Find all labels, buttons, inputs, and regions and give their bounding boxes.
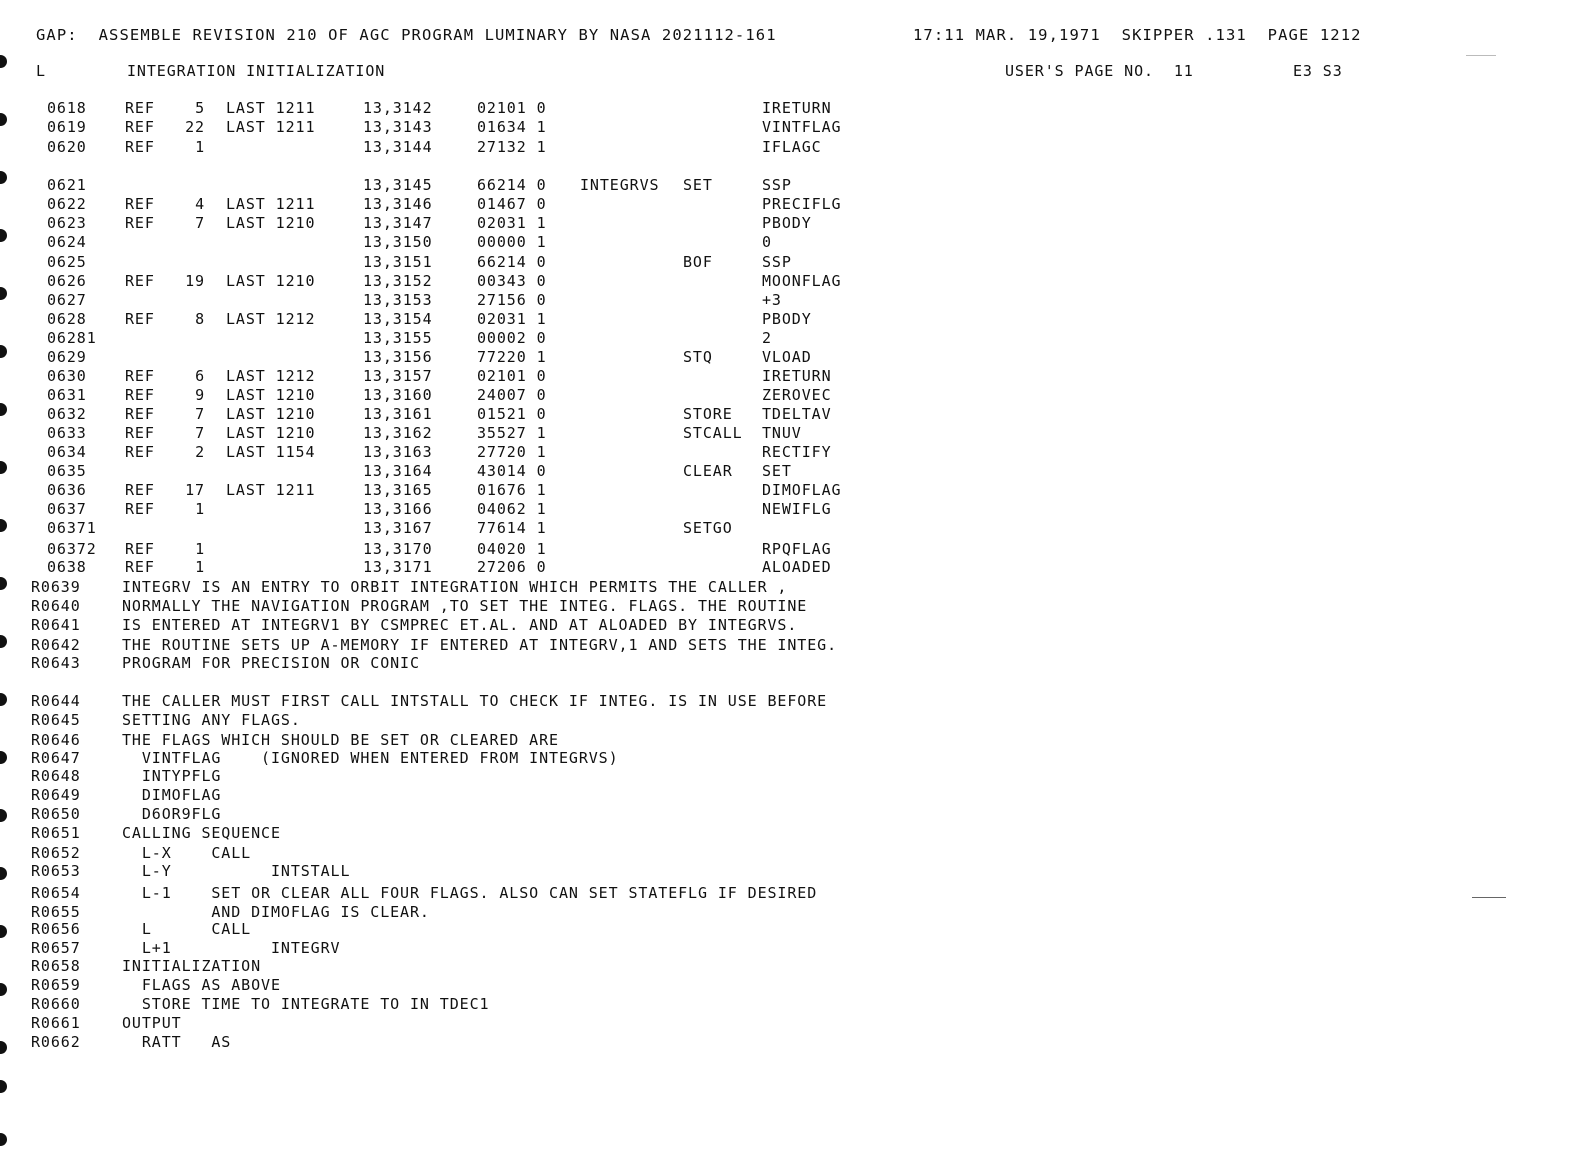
address: 13,3160	[363, 386, 433, 404]
ref-count: 4	[195, 195, 205, 213]
remark-text: SETTING ANY FLAGS.	[122, 711, 301, 729]
remark-number: R0660	[31, 995, 81, 1013]
address: 13,3163	[363, 443, 433, 461]
remark-number: R0657	[31, 939, 81, 957]
machine-word: 02101 0	[477, 99, 547, 117]
last-ref: LAST 1210	[226, 214, 316, 232]
address: 13,3166	[363, 500, 433, 518]
remark-number: R0650	[31, 805, 81, 823]
remark-text: L CALL	[122, 920, 252, 938]
ref-marker: REF	[125, 540, 155, 558]
remark-number: R0658	[31, 957, 81, 975]
last-ref: LAST 1211	[226, 99, 316, 117]
remark-text: L-X CALL	[122, 844, 252, 862]
machine-word: 01634 1	[477, 118, 547, 136]
header-title: GAP: ASSEMBLE REVISION 210 OF AGC PROGRAM LUMINARY BY NASA 2021112-161	[36, 26, 777, 44]
remark-text: RATT AS	[122, 1033, 232, 1051]
operand: ALOADED	[762, 558, 832, 576]
remark-number: R0643	[31, 654, 81, 672]
machine-word: 27720 1	[477, 443, 547, 461]
ref-count: 9	[195, 386, 205, 404]
remark-number: R0640	[31, 597, 81, 615]
remark-text: STORE TIME TO INTEGRATE TO IN TDEC1	[122, 995, 490, 1013]
ref-marker: REF	[125, 500, 155, 518]
feed-hole-icon	[0, 1041, 7, 1054]
line-number: 0621	[47, 176, 87, 194]
machine-word: 04062 1	[477, 500, 547, 518]
machine-word: 24007 0	[477, 386, 547, 404]
scan-mark	[1466, 55, 1496, 56]
machine-word: 27206 0	[477, 558, 547, 576]
header-l: L	[36, 62, 46, 80]
remark-number: R0654	[31, 884, 81, 902]
ref-count: 1	[195, 558, 205, 576]
remark-text: AND DIMOFLAG IS CLEAR.	[122, 903, 430, 921]
scan-mark	[1472, 897, 1506, 898]
address: 13,3151	[363, 253, 433, 271]
last-ref: LAST 1154	[226, 443, 316, 461]
machine-word: 00000 1	[477, 233, 547, 251]
operand: MOONFLAG	[762, 272, 842, 290]
last-ref: LAST 1211	[226, 195, 316, 213]
remark-number: R0651	[31, 824, 81, 842]
operand: +3	[762, 291, 782, 309]
label: INTEGRVS	[580, 176, 660, 194]
last-ref: LAST 1210	[226, 386, 316, 404]
address: 13,3171	[363, 558, 433, 576]
page-code: E3 S3	[1293, 62, 1343, 80]
feed-hole-icon	[0, 345, 7, 358]
line-number: 06372	[47, 540, 97, 558]
ref-count: 7	[195, 424, 205, 442]
remark-number: R0652	[31, 844, 81, 862]
address: 13,3146	[363, 195, 433, 213]
address: 13,3147	[363, 214, 433, 232]
ref-count: 17	[185, 481, 205, 499]
feed-hole-icon	[0, 1133, 7, 1146]
ref-count: 1	[195, 138, 205, 156]
feed-hole-icon	[0, 983, 7, 996]
line-number: 0633	[47, 424, 87, 442]
last-ref: LAST 1212	[226, 367, 316, 385]
remark-text: THE CALLER MUST FIRST CALL INTSTALL TO CHECK IF INTEG. IS IN USE BEFORE	[122, 692, 828, 710]
remark-text: D6OR9FLG	[122, 805, 222, 823]
remark-number: R0648	[31, 767, 81, 785]
user-page-number: USER'S PAGE NO. 11	[1005, 62, 1194, 80]
address: 13,3152	[363, 272, 433, 290]
ref-marker: REF	[125, 195, 155, 213]
remark-text: IS ENTERED AT INTEGRV1 BY CSMPREC ET.AL. AND AT ALOADED BY INTEGRVS.	[122, 616, 798, 634]
feed-hole-icon	[0, 403, 7, 416]
remark-number: R0661	[31, 1014, 81, 1032]
machine-word: 43014 0	[477, 462, 547, 480]
ref-count: 2	[195, 443, 205, 461]
remark-text: PROGRAM FOR PRECISION OR CONIC	[122, 654, 420, 672]
operand: TNUV	[762, 424, 802, 442]
operand: TDELTAV	[762, 405, 832, 423]
operand: PBODY	[762, 214, 812, 232]
machine-word: 04020 1	[477, 540, 547, 558]
operand: NEWIFLG	[762, 500, 832, 518]
last-ref: LAST 1210	[226, 424, 316, 442]
ref-marker: REF	[125, 118, 155, 136]
ref-count: 5	[195, 99, 205, 117]
ref-count: 6	[195, 367, 205, 385]
line-number: 0620	[47, 138, 87, 156]
remark-number: R0644	[31, 692, 81, 710]
machine-word: 02031 1	[477, 214, 547, 232]
ref-marker: REF	[125, 424, 155, 442]
remark-text: INTYPFLG	[122, 767, 222, 785]
machine-word: 01467 0	[477, 195, 547, 213]
line-number: 0631	[47, 386, 87, 404]
machine-word: 02101 0	[477, 367, 547, 385]
feed-hole-icon	[0, 287, 7, 300]
machine-word: 02031 1	[477, 310, 547, 328]
address: 13,3153	[363, 291, 433, 309]
feed-hole-icon	[0, 519, 7, 532]
address: 13,3162	[363, 424, 433, 442]
ref-marker: REF	[125, 443, 155, 461]
ref-marker: REF	[125, 386, 155, 404]
address: 13,3144	[363, 138, 433, 156]
operand: DIMOFLAG	[762, 481, 842, 499]
operand: SSP	[762, 253, 792, 271]
operand: SET	[762, 462, 792, 480]
ref-marker: REF	[125, 214, 155, 232]
address: 13,3156	[363, 348, 433, 366]
remark-number: R0662	[31, 1033, 81, 1051]
ref-count: 1	[195, 500, 205, 518]
feed-hole-icon	[0, 693, 7, 706]
address: 13,3145	[363, 176, 433, 194]
line-number: 0627	[47, 291, 87, 309]
feed-hole-icon	[0, 751, 7, 764]
operand: IRETURN	[762, 99, 832, 117]
machine-word: 00343 0	[477, 272, 547, 290]
ref-marker: REF	[125, 272, 155, 290]
address: 13,3164	[363, 462, 433, 480]
machine-word: 01521 0	[477, 405, 547, 423]
opcode: CLEAR	[683, 462, 733, 480]
ref-marker: REF	[125, 138, 155, 156]
remark-number: R0639	[31, 578, 81, 596]
operand: VLOAD	[762, 348, 812, 366]
ref-marker: REF	[125, 481, 155, 499]
line-number: 0628	[47, 310, 87, 328]
remark-text: INTEGRV IS AN ENTRY TO ORBIT INTEGRATION WHICH PERMITS THE CALLER ,	[122, 578, 788, 596]
last-ref: LAST 1212	[226, 310, 316, 328]
feed-hole-icon	[0, 925, 7, 938]
feed-hole-icon	[0, 809, 7, 822]
section-title: INTEGRATION INITIALIZATION	[127, 62, 386, 80]
line-number: 0637	[47, 500, 87, 518]
machine-word: 27132 1	[477, 138, 547, 156]
remark-number: R0655	[31, 903, 81, 921]
address: 13,3142	[363, 99, 433, 117]
operand: ZEROVEC	[762, 386, 832, 404]
remark-text: NORMALLY THE NAVIGATION PROGRAM ,TO SET THE INTEG. FLAGS. THE ROUTINE	[122, 597, 808, 615]
ref-count: 8	[195, 310, 205, 328]
feed-hole-icon	[0, 229, 7, 242]
remark-text: THE ROUTINE SETS UP A-MEMORY IF ENTERED AT INTEGRV,1 AND SETS THE INTEG.	[122, 636, 838, 654]
line-number: 0623	[47, 214, 87, 232]
remark-number: R0645	[31, 711, 81, 729]
line-number: 0632	[47, 405, 87, 423]
remark-number: R0653	[31, 862, 81, 880]
address: 13,3165	[363, 481, 433, 499]
remark-text: CALLING SEQUENCE	[122, 824, 281, 842]
remark-text: DIMOFLAG	[122, 786, 222, 804]
operand: IRETURN	[762, 367, 832, 385]
opcode: STCALL	[683, 424, 743, 442]
ref-count: 19	[185, 272, 205, 290]
last-ref: LAST 1211	[226, 118, 316, 136]
address: 13,3167	[363, 519, 433, 537]
operand: SSP	[762, 176, 792, 194]
address: 13,3143	[363, 118, 433, 136]
line-number: 0626	[47, 272, 87, 290]
machine-word: 66214 0	[477, 253, 547, 271]
line-number: 0634	[47, 443, 87, 461]
ref-count: 7	[195, 214, 205, 232]
remark-number: R0659	[31, 976, 81, 994]
machine-word: 00002 0	[477, 329, 547, 347]
line-number: 0636	[47, 481, 87, 499]
remark-number: R0647	[31, 749, 81, 767]
operand: PRECIFLG	[762, 195, 842, 213]
remark-number: R0646	[31, 731, 81, 749]
feed-hole-icon	[0, 113, 7, 126]
operand: RECTIFY	[762, 443, 832, 461]
last-ref: LAST 1211	[226, 481, 316, 499]
last-ref: LAST 1210	[226, 272, 316, 290]
remark-text: L-1 SET OR CLEAR ALL FOUR FLAGS. ALSO CAN SET STATEFLG IF DESIRED	[122, 884, 818, 902]
opcode: STQ	[683, 348, 713, 366]
remark-text: VINTFLAG (IGNORED WHEN ENTERED FROM INTEGRVS)	[122, 749, 619, 767]
feed-hole-icon	[0, 867, 7, 880]
line-number: 0625	[47, 253, 87, 271]
opcode: SET	[683, 176, 713, 194]
remark-number: R0649	[31, 786, 81, 804]
machine-word: 77614 1	[477, 519, 547, 537]
machine-word: 77220 1	[477, 348, 547, 366]
feed-hole-icon	[0, 55, 7, 68]
remark-text: L-Y INTSTALL	[122, 862, 351, 880]
line-number: 0635	[47, 462, 87, 480]
machine-word: 01676 1	[477, 481, 547, 499]
line-number: 0638	[47, 558, 87, 576]
operand: VINTFLAG	[762, 118, 842, 136]
line-number: 0624	[47, 233, 87, 251]
address: 13,3150	[363, 233, 433, 251]
line-number: 0630	[47, 367, 87, 385]
feed-hole-icon	[0, 1080, 7, 1093]
ref-marker: REF	[125, 310, 155, 328]
feed-hole-icon	[0, 461, 7, 474]
remark-number: R0642	[31, 636, 81, 654]
line-number: 06371	[47, 519, 97, 537]
line-number: 0629	[47, 348, 87, 366]
remark-text: THE FLAGS WHICH SHOULD BE SET OR CLEARED ARE	[122, 731, 559, 749]
opcode: STORE	[683, 405, 733, 423]
remark-text: OUTPUT	[122, 1014, 182, 1032]
feed-hole-icon	[0, 635, 7, 648]
machine-word: 35527 1	[477, 424, 547, 442]
line-number: 0622	[47, 195, 87, 213]
line-number: 0619	[47, 118, 87, 136]
feed-hole-icon	[0, 577, 7, 590]
operand: 2	[762, 329, 772, 347]
ref-count: 22	[185, 118, 205, 136]
line-number: 06281	[47, 329, 97, 347]
machine-word: 66214 0	[477, 176, 547, 194]
header-date-page: 17:11 MAR. 19,1971 SKIPPER .131 PAGE 1212	[913, 26, 1362, 44]
operand: 0	[762, 233, 772, 251]
ref-marker: REF	[125, 405, 155, 423]
feed-hole-icon	[0, 171, 7, 184]
line-number: 0618	[47, 99, 87, 117]
remark-number: R0656	[31, 920, 81, 938]
operand: RPQFLAG	[762, 540, 832, 558]
opcode: SETGO	[683, 519, 733, 537]
remark-number: R0641	[31, 616, 81, 634]
ref-marker: REF	[125, 367, 155, 385]
opcode: BOF	[683, 253, 713, 271]
last-ref: LAST 1210	[226, 405, 316, 423]
remark-text: L+1 INTEGRV	[122, 939, 341, 957]
operand: IFLAGC	[762, 138, 822, 156]
machine-word: 27156 0	[477, 291, 547, 309]
address: 13,3154	[363, 310, 433, 328]
ref-marker: REF	[125, 558, 155, 576]
remark-text: INITIALIZATION	[122, 957, 262, 975]
operand: PBODY	[762, 310, 812, 328]
remark-text: FLAGS AS ABOVE	[122, 976, 281, 994]
ref-count: 7	[195, 405, 205, 423]
ref-count: 1	[195, 540, 205, 558]
ref-marker: REF	[125, 99, 155, 117]
address: 13,3157	[363, 367, 433, 385]
address: 13,3155	[363, 329, 433, 347]
address: 13,3170	[363, 540, 433, 558]
address: 13,3161	[363, 405, 433, 423]
